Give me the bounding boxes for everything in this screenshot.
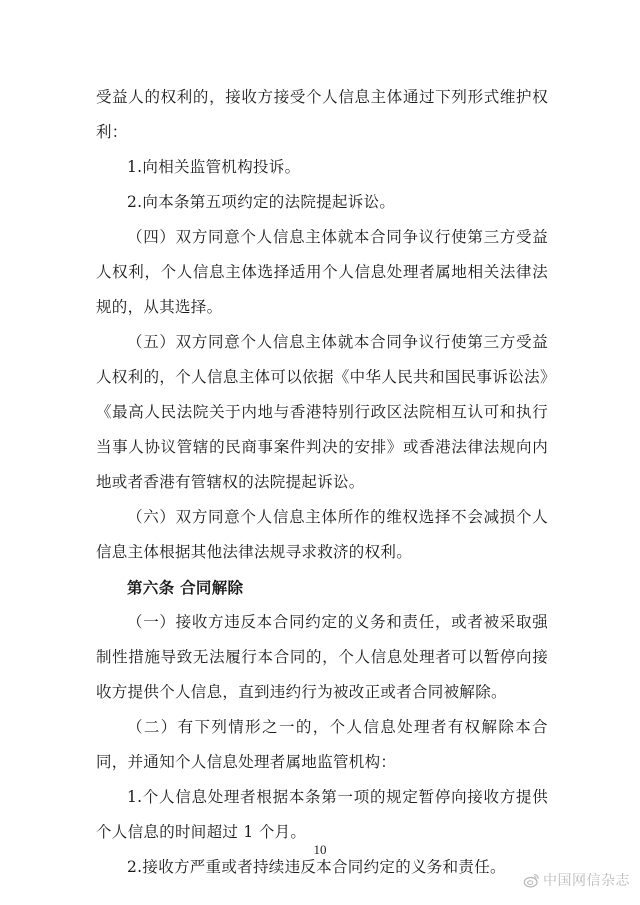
- paragraph-termination-1: （一）接收方违反本合同约定的义务和责任，或者被采取强制性措施导致无法履行本合同的，个人信息处理者可以暂停向接收方提供个人信息，直到违约行为被改正或者合同被解除。: [96, 613, 548, 701]
- paragraph-termination-2: （二）有下列情形之一的，个人信息处理者有权解除本合同，并通知个人信息处理者属地监管机构：: [96, 718, 548, 771]
- weibo-style-icon: [523, 872, 540, 889]
- paragraph-termination-item-1: 1.个人信息处理者根据本条第一项的规定暂停向接收方提供个人信息的时间超过 1 个月。: [96, 788, 548, 841]
- paragraph-item-complaint: 1.向相关监管机构投诉。: [127, 158, 301, 176]
- paragraph-clause-6: （六）双方同意个人信息主体所作的维权选择不会减损个人信息主体根据其他法律法规寻求救济的权利。: [96, 508, 548, 561]
- paragraph-termination-item-2: 2.接收方严重或者持续违反本合同约定的义务和责任。: [127, 858, 506, 876]
- watermark: [523, 870, 630, 890]
- paragraph-clause-4: （四）双方同意个人信息主体就本合同争议行使第三方受益人权利，个人信息主体选择适用个人信息处理者属地相关法律法规的，从其选择。: [96, 228, 548, 316]
- watermark-text: 中国网信杂志: [543, 873, 630, 889]
- paragraph-continuation: 受益人的权利的，接收方接受个人信息主体通过下列形式维护权利：: [96, 88, 548, 141]
- paragraph-item-lawsuit: 2.向本条第五项约定的法院提起诉讼。: [127, 193, 396, 211]
- article-6-heading: 第六条 合同解除: [127, 578, 244, 597]
- paragraph-clause-5: （五）双方同意个人信息主体就本合同争议行使第三方受益人权利的，个人信息主体可以依据《中华人民共和国民事诉讼法》《最高人民法院关于内地与香港特别行政区法院相互认可和执行当事人协议管辖的民商事案件判决的安排》或香港法律法规向内地或者香港有管辖权的法院提起诉讼。: [96, 333, 548, 491]
- page-number: 10: [313, 842, 327, 857]
- document-body: [96, 80, 548, 885]
